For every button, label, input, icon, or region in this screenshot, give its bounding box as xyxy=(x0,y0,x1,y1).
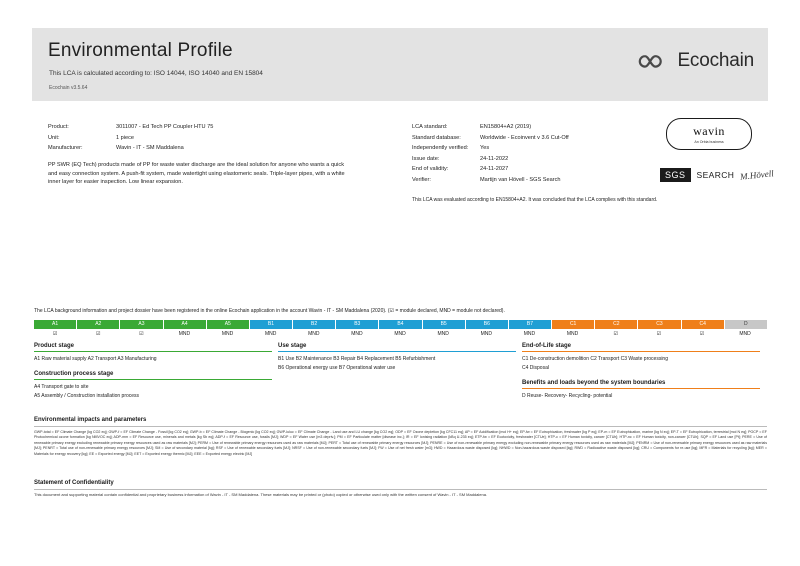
use-stage-heading: Use stage xyxy=(278,343,516,352)
header-subtitle: This LCA is calculated according to: ISO 14044, ISO 14040 and EN 15804 xyxy=(49,70,263,77)
module-code: B7 xyxy=(509,320,552,329)
construction-stage-line: A4 Transport gate to site xyxy=(34,384,89,390)
info-key: Verifier: xyxy=(412,176,431,183)
info-row xyxy=(412,164,662,175)
module-code-row xyxy=(34,320,767,329)
module-table xyxy=(34,320,767,339)
use-stage-column xyxy=(278,343,522,401)
product-info-right xyxy=(412,122,662,185)
statement-divider xyxy=(34,489,767,490)
info-row xyxy=(412,122,662,133)
info-value: 3011007 - Ed Tech PP Coupler HTU 75 xyxy=(116,124,214,130)
impacts-divider xyxy=(34,426,767,427)
wavin-logo xyxy=(666,118,752,150)
info-row xyxy=(412,143,662,154)
info-key: Manufacturer: xyxy=(48,145,83,151)
module-code: D xyxy=(725,320,767,329)
module-code: A2 xyxy=(77,320,120,329)
info-row xyxy=(412,133,662,144)
impacts-text: GWP-total = EF Climate Change [kg CO2 eq]; GWP-f = EF Climate Change - Fossil [kg CO2 eq]; GWP-b = EF Climate Change - Biogenic [kg CO2 eq]; GWP-luluc = EF Climate Change - Land use and LU change [kg CO2 eq]; ODP = EF Ozone depletion [kg CFC11 eq]; AP = EF Acidification [mol H+ eq]; EP-fw = EF Eutrophication, freshwater [kg P eq]; EP-m = EF Eutrophication, marine [kg N eq]; EP-T = EF Eutrophication, terrestrial [mol N eq]; POCP = EF Photochemical ozone formation [kg NMVOC eq]; ADP-mm = EF Resource use, minerals and metals [kg Sb eq]; ADP-f = EF Resource use, fossils [MJ]; WDP = EF Water use [m3 depriv.]; PM = EF Particulate matter [disease inc.]; IR = EF Ionising radiation [kBq U-235 eq]; ETP-fw = EF Ecotoxicity, freshwater [CTUe]; HTP-c = EF Human toxicity, cancer [CTUh]; HTP-nc = EF Human toxicity, non-cancer [CTUh]; SQP = EF Land use [Pt]; PERE = Use of renewable primary energy excluding renewable primary energy resources used as raw materials [MJ]; PERM = Use of renewable primary energy resources used as raw materials [MJ]; PERT = Total use of renewable primary energy resources [MJ]; PENRE = Use of non-renewable primary energy excluding non-renewable primary energy resources used as raw materials [MJ]; PENRM = Use of non-renewable primary energy resources used as raw materials [MJ]; PENRT = Total use of non-renewable primary energy resources [MJ]; SM = Use of secondary material [kg]; RSF = Use of renewable secondary fuels [MJ]; NRSF = Use of non-renewable secondary fuels [MJ]; FW = Use of net fresh water [m3]; HWD = Hazardous waste disposed [kg]; NHWD = Non-hazardous waste disposed [kg]; RWD = Radioactive waste disposed [kg]; CRU = Components for re-use [kg]; MFR = Materials for recycling [kg]; MER = Materials for energy recovery [kg]; EE = Exported energy [MJ]; EET = Exported energy thermic [MJ]; EEE = Exported energy electric [MJ] xyxy=(34,430,767,456)
module-code: A1 xyxy=(34,320,77,329)
info-key: Unit: xyxy=(48,134,60,141)
module-value: MND xyxy=(724,329,767,339)
info-row xyxy=(48,133,348,144)
module-value-row xyxy=(34,329,767,339)
brand-name: Ecochain xyxy=(677,50,754,71)
construction-stage-line: A5 Assembly / Construction installation process xyxy=(34,393,140,399)
module-code: C2 xyxy=(595,320,638,329)
module-code: B1 xyxy=(250,320,293,329)
info-value: Yes xyxy=(480,145,490,151)
module-value: ☑ xyxy=(120,329,163,339)
info-key: End of validity: xyxy=(412,166,449,172)
construction-stage-heading: Construction process stage xyxy=(34,371,272,380)
info-key: LCA standard: xyxy=(412,124,448,130)
module-value: MND xyxy=(250,329,293,339)
module-value: MND xyxy=(207,329,250,339)
module-value: ☑ xyxy=(595,329,638,339)
info-key: Standard database: xyxy=(412,134,461,141)
ecochain-logo xyxy=(636,50,754,72)
sgs-verification xyxy=(660,168,774,182)
module-code: A3 xyxy=(120,320,163,329)
info-key: Independently verified: xyxy=(412,145,469,151)
module-code: B5 xyxy=(423,320,466,329)
info-row xyxy=(48,122,348,133)
page-title: Environmental Profile xyxy=(48,40,233,61)
module-value: MND xyxy=(465,329,508,339)
info-value: Martijn van Hövell - SGS Search xyxy=(480,176,561,183)
infinity-icon xyxy=(636,53,670,70)
header-version: Ecochain v3.5.64 xyxy=(49,85,88,91)
module-code: C1 xyxy=(552,320,595,329)
module-value: MND xyxy=(163,329,206,339)
module-value: MND xyxy=(508,329,551,339)
impacts-title: Environmental impacts and parameters xyxy=(34,417,147,423)
module-value: MND xyxy=(422,329,465,339)
info-row xyxy=(412,175,662,186)
module-code: C3 xyxy=(638,320,681,329)
benefits-line: D Reuse- Recovery- Recycling- potential xyxy=(522,393,613,399)
statement-text: This document and supporting material contain confidential and proprietary business information of Wavin - IT - SM Maddalena. These materials may be printed or (photo) copied or otherwise used only with the written consent of Wavin - IT - SM Maddalena. xyxy=(34,492,488,497)
module-value: ☑ xyxy=(638,329,681,339)
product-description: PP SWR (EQ Tech) products made of PP for waste water discharge are the ideal solution for anyone who wants a quick and easy connection system. A push-fit system, made watertight using elastomeric seals. Triple-layer pipes, with a white inner layer for easier inspection. Low linear expansion. xyxy=(48,162,345,186)
info-value: 1 piece xyxy=(116,134,135,141)
use-stage-line: B6 Operational energy use B7 Operational water use xyxy=(278,365,396,371)
info-key: Issue date: xyxy=(412,155,440,162)
info-value: 24-11-2022 xyxy=(480,155,509,162)
product-stage-line: A1 Raw material supply A2 Transport A3 Manufacturing xyxy=(34,356,157,362)
statement-title: Statement of Confidentiality xyxy=(34,480,114,486)
module-value: MND xyxy=(552,329,595,339)
product-stage-heading: Product stage xyxy=(34,343,272,352)
product-info-left xyxy=(48,122,348,154)
wavin-tagline: An Orbia business xyxy=(694,140,724,144)
info-value: EN15804+A2 (2019) xyxy=(480,124,532,130)
module-code: B3 xyxy=(336,320,379,329)
info-value: 24-11-2027 xyxy=(480,166,509,172)
eol-stage-line: C4 Disposal xyxy=(522,365,549,371)
product-stage-column xyxy=(34,343,278,401)
wavin-wordmark: wavin xyxy=(693,124,725,138)
info-row xyxy=(48,143,348,154)
info-value: Worldwide - Ecoinvent v 3.6 Cut-Off xyxy=(480,134,569,141)
module-code: A4 xyxy=(164,320,207,329)
benefits-heading: Benefits and loads beyond the system boundaries xyxy=(522,380,760,389)
module-code: A5 xyxy=(207,320,250,329)
use-stage-line: B1 Use B2 Maintenance B3 Repair B4 Replacement B5 Refurbishment xyxy=(278,356,436,362)
sgs-badge: SGS xyxy=(660,168,691,182)
module-value: MND xyxy=(379,329,422,339)
evaluation-note: This LCA was evaluated according to EN15804+A2. It was concluded that the LCA complies with this standard. xyxy=(412,197,658,203)
sgs-search-label: SEARCH xyxy=(696,170,735,180)
eol-stage-heading: End-of-Life stage xyxy=(522,343,760,352)
registration-note: The LCA background information and project dossier have been registered in the online Ecochain application in the account Wavin - IT - SM Maddalena (2020). (☑ = module declared, MND = module not declared). xyxy=(34,308,505,314)
info-value: Wavin - IT - SM Maddalena xyxy=(116,145,184,151)
module-code: B6 xyxy=(466,320,509,329)
module-value: ☑ xyxy=(34,329,77,339)
eol-stage-line: C1 De-construction demolition C2 Transport C3 Waste processing xyxy=(522,356,668,362)
module-code: B2 xyxy=(293,320,336,329)
info-row xyxy=(412,154,662,165)
module-code: C4 xyxy=(682,320,725,329)
document-header xyxy=(32,28,768,101)
verifier-signature: M.Hövell xyxy=(739,168,775,182)
module-value: ☑ xyxy=(77,329,120,339)
module-value: MND xyxy=(336,329,379,339)
eol-stage-column xyxy=(522,343,766,401)
module-code: B4 xyxy=(379,320,422,329)
stage-sections xyxy=(34,343,767,401)
module-value: ☑ xyxy=(681,329,724,339)
module-value: MND xyxy=(293,329,336,339)
info-key: Product: xyxy=(48,124,69,130)
